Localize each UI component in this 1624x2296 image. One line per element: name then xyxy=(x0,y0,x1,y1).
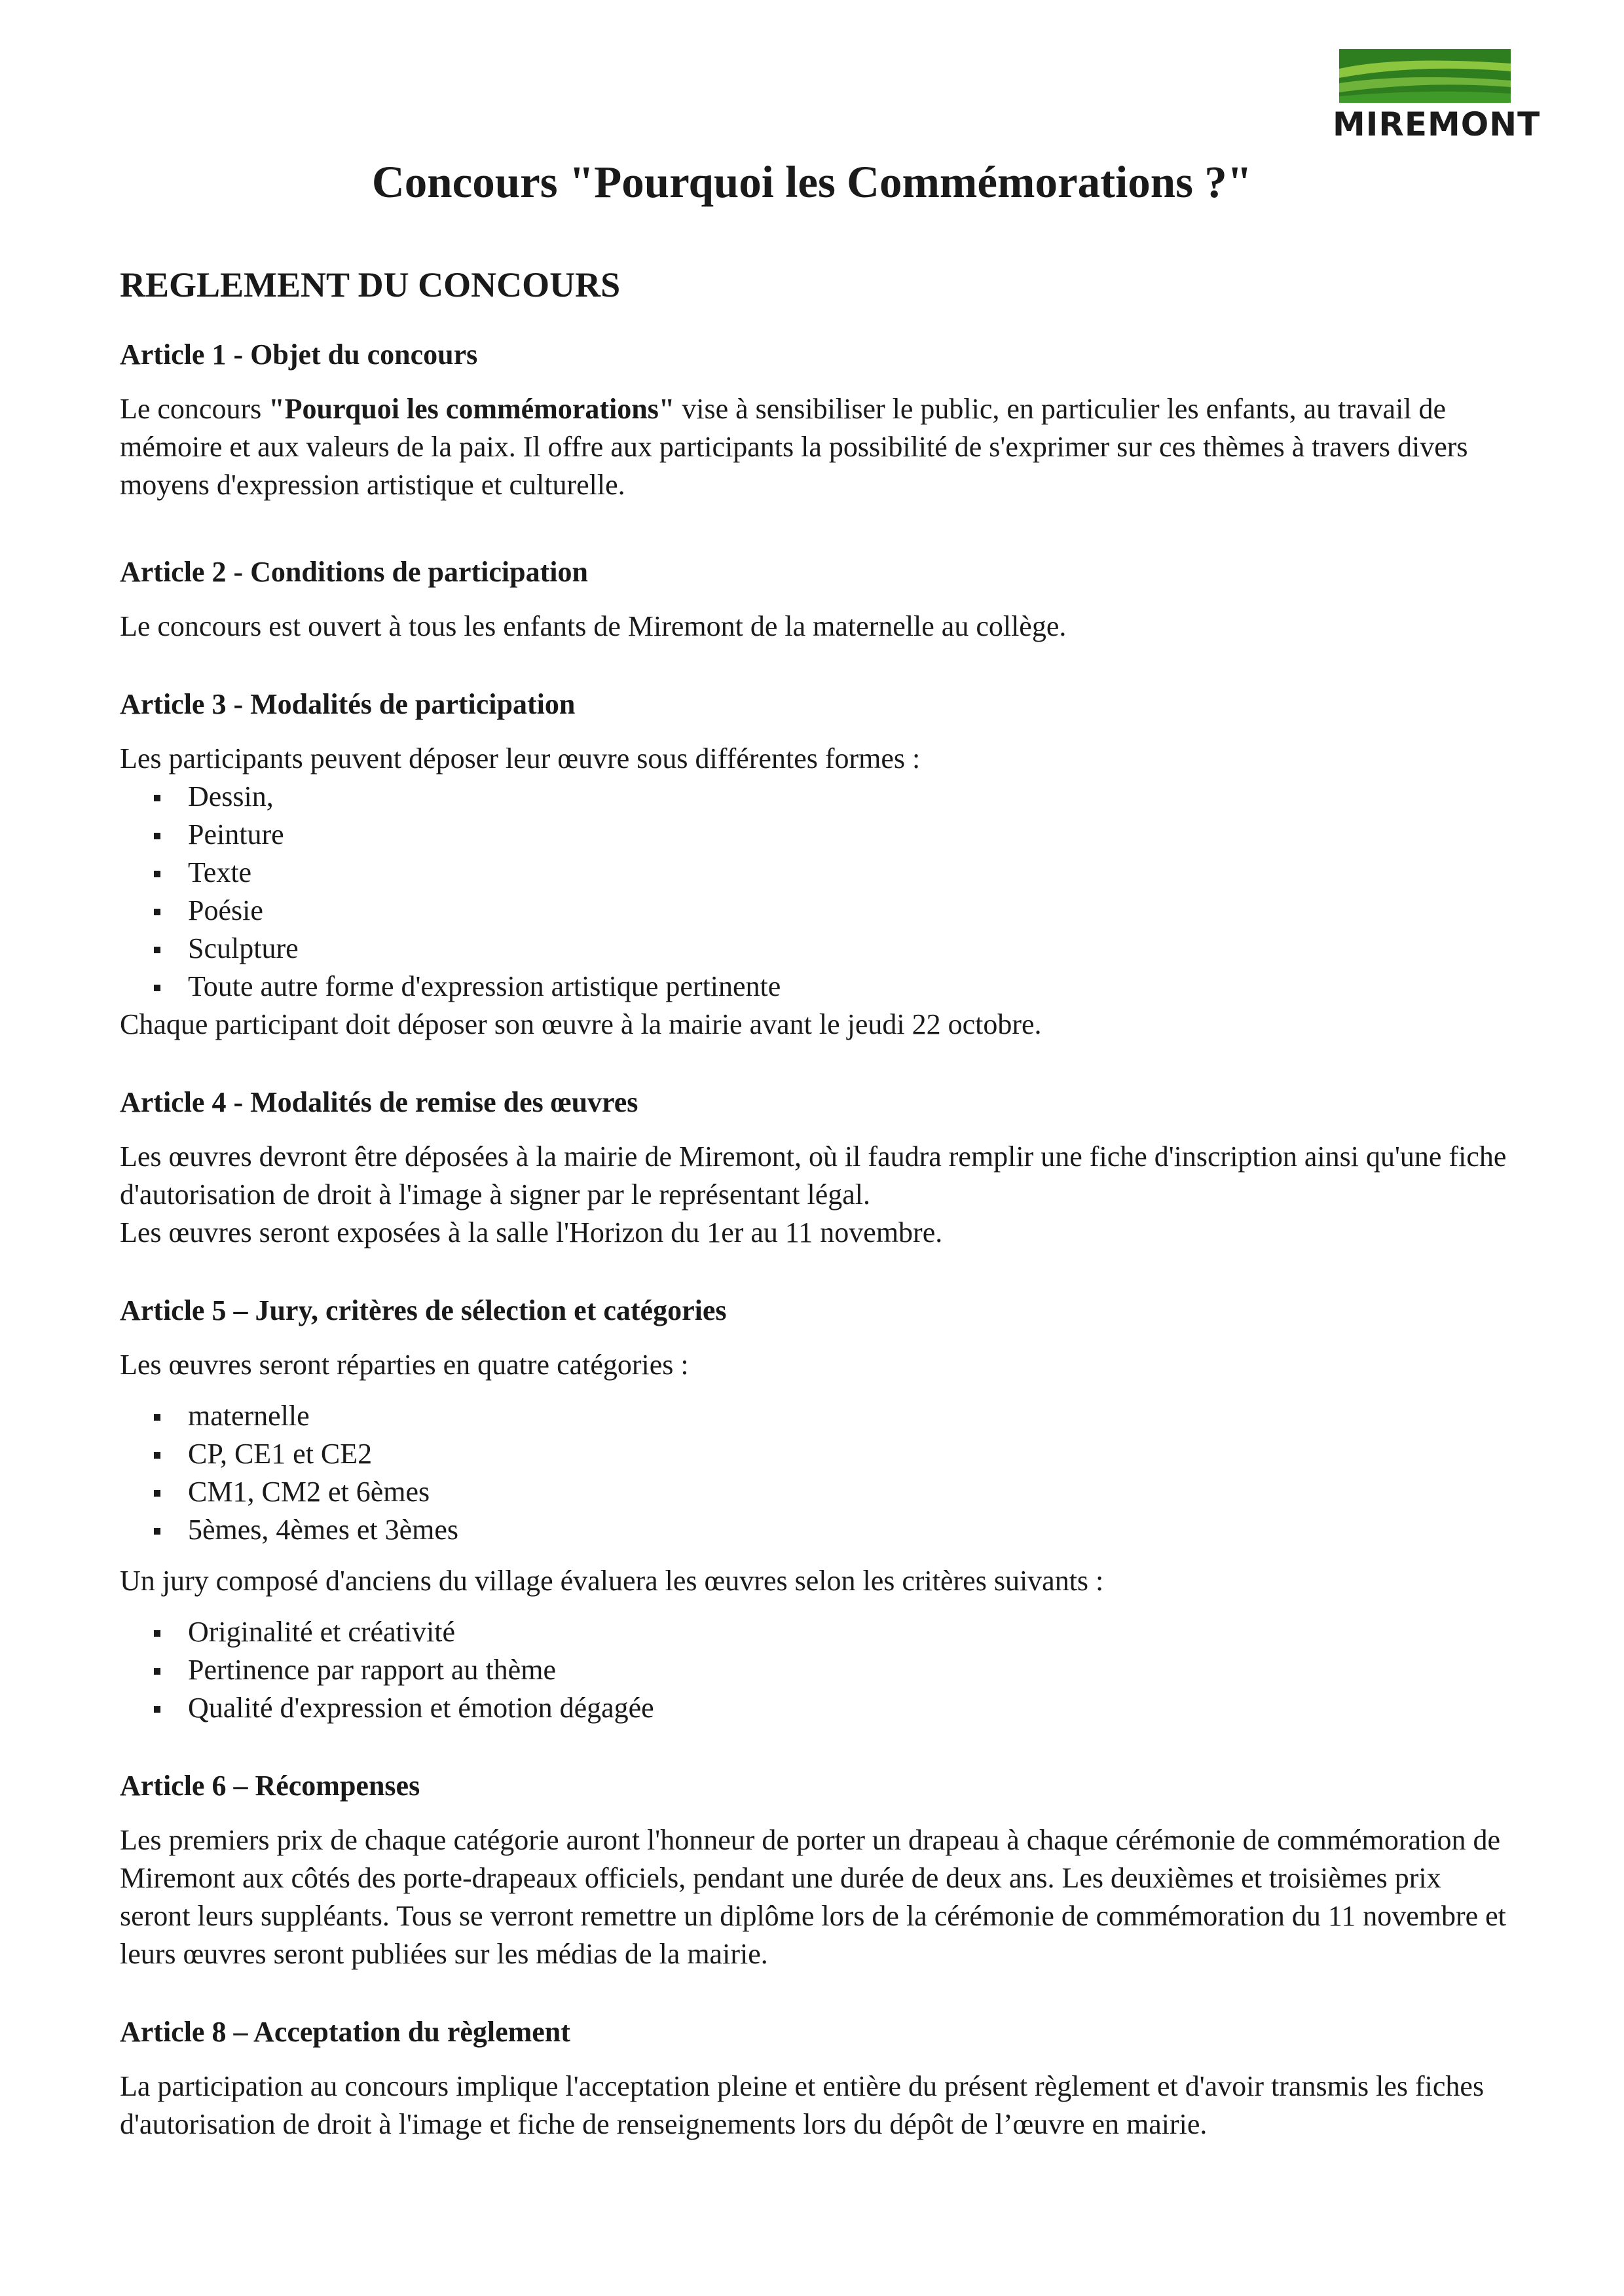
bullet-icon xyxy=(154,1490,160,1497)
article-text: La participation au concours implique l'acceptation pleine et entière du présent règlement et d'avoir transmis les fiches d'autorisation de droit à l'image et fiche de renseignements lors du dépôt de l’œuvre en mairie. xyxy=(120,2070,1485,2140)
contest-name: "Pourquoi les commémorations" xyxy=(268,393,675,425)
list-item: Sculpture xyxy=(154,930,1515,968)
bullet-list xyxy=(120,778,1515,1006)
bullet-icon xyxy=(154,1414,160,1421)
article-1 xyxy=(120,333,1515,504)
bullet-icon xyxy=(154,833,160,839)
article-title: Article 2 - Conditions de participation xyxy=(120,556,588,588)
article-text: Les premiers prix de chaque catégorie auront l'honneur de porter un drapeau à chaque cérémonie de commémoration de Miremont aux côtés des porte-drapeaux officiels, pendant une durée de deux ans. Les deuxièmes et troisièmes prix seront leurs suppléants. Tous se verront remettre un diplôme lors de la cérémonie de commémoration du 11 novembre et leurs œuvres seront publiées sur les médias de la mairie. xyxy=(120,1824,1506,1970)
article-title: Article 1 - Objet du concours xyxy=(120,338,478,371)
article-text: Le concours est ouvert à tous les enfants de Miremont de la maternelle au collège. xyxy=(120,610,1067,642)
article-text: Les œuvres devront être déposées à la mairie de Miremont, où il faudra remplir une fiche d'inscription ainsi qu'une fiche d'autorisation de droit à l'image à signer par le représentant légal. xyxy=(120,1140,1507,1211)
logo-hills-icon xyxy=(1339,49,1511,103)
article-text: Les œuvres seront réparties en quatre catégories : xyxy=(120,1349,689,1381)
article-text-rest: vise à sensibiliser le public, en particulier les enfants, au travail de mémoire et aux valeurs de la paix. Il offre aux participants la possibilité de s'exprimer sur ces thèmes à travers divers moyens d'expression artistique et culturelle. xyxy=(120,393,1468,501)
article-4 xyxy=(120,1080,1515,1252)
bullet-icon xyxy=(154,1630,160,1637)
bullet-icon xyxy=(154,1528,160,1535)
article-2 xyxy=(120,550,1515,646)
article-8 xyxy=(120,2010,1515,2143)
article-6 xyxy=(120,1764,1515,1973)
bullet-icon xyxy=(154,1452,160,1459)
page-title: Concours "Pourquoi les Commémorations ?" xyxy=(371,157,1253,207)
list-item: 5èmes, 4èmes et 3èmes xyxy=(154,1511,1515,1549)
article-text xyxy=(120,390,1515,504)
criteria-list xyxy=(120,1613,1515,1727)
list-item: CM1, CM2 et 6èmes xyxy=(154,1473,1515,1511)
list-item: CP, CE1 et CE2 xyxy=(154,1435,1515,1473)
list-item: Dessin, xyxy=(154,778,1515,816)
category-list xyxy=(120,1397,1515,1549)
list-item: Texte xyxy=(154,854,1515,892)
list-item: Originalité et créativité xyxy=(154,1613,1515,1651)
bullet-icon xyxy=(154,795,160,801)
article-closing: Chaque participant doit déposer son œuvre à la mairie avant le jeudi 22 octobre. xyxy=(120,1008,1042,1040)
article-title: Article 3 - Modalités de participation xyxy=(120,688,576,720)
bullet-icon xyxy=(154,1668,160,1675)
article-title: Article 4 - Modalités de remise des œuvres xyxy=(120,1086,638,1118)
section-heading: REGLEMENT DU CONCOURS xyxy=(120,265,621,304)
document-body xyxy=(120,257,1515,2143)
bullet-icon xyxy=(154,985,160,991)
article-text-intro: Le concours xyxy=(120,393,269,425)
article-3 xyxy=(120,682,1515,1044)
article-text-2: Les œuvres seront exposées à la salle l'Horizon du 1er au 11 novembre. xyxy=(120,1216,943,1248)
bullet-icon xyxy=(154,1706,160,1713)
list-item: Peinture xyxy=(154,816,1515,854)
list-item: maternelle xyxy=(154,1397,1515,1435)
list-item: Poésie xyxy=(154,892,1515,930)
bullet-icon xyxy=(154,947,160,953)
list-item: Toute autre forme d'expression artistique pertinente xyxy=(154,968,1515,1006)
logo-wordmark: MIREMONT xyxy=(1333,105,1541,143)
article-title: Article 5 – Jury, critères de sélection et catégories xyxy=(120,1294,727,1326)
article-title: Article 6 – Récompenses xyxy=(120,1770,420,1802)
article-text: Les participants peuvent déposer leur œuvre sous différentes formes : xyxy=(120,742,921,774)
article-title: Article 8 – Acceptation du règlement xyxy=(120,2016,570,2048)
article-5 xyxy=(120,1288,1515,1727)
article-text-2: Un jury composé d'anciens du village évaluera les œuvres selon les critères suivants : xyxy=(120,1565,1104,1597)
bullet-icon xyxy=(154,871,160,877)
list-item: Qualité d'expression et émotion dégagée xyxy=(154,1689,1515,1727)
bullet-icon xyxy=(154,909,160,915)
miremont-logo xyxy=(1333,49,1541,143)
list-item: Pertinence par rapport au thème xyxy=(154,1651,1515,1689)
